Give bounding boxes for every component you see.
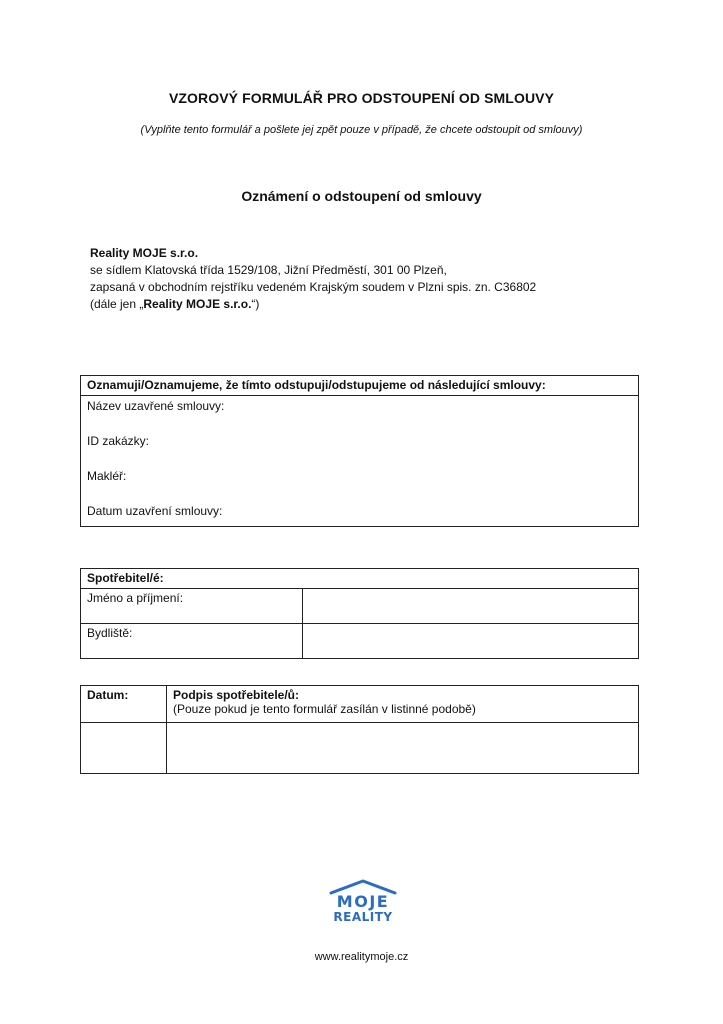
name-label-cell: Jméno a příjmení: — [81, 589, 303, 624]
company-alias-name: Reality MOJE s.r.o. — [143, 297, 252, 311]
logo-text-bottom: REALITY — [333, 910, 393, 924]
moje-reality-logo — [327, 879, 399, 925]
broker-label: Makléř: — [87, 469, 127, 483]
signature-note: (Pouze pokud je tento formulář zasílán v listinné podobě) — [173, 702, 476, 716]
company-registration: zapsaná v obchodním rejstříku vedeném Krajským soudem v Plzni spis. zn. C36802 — [90, 280, 537, 294]
logo-text-top: MOJE — [336, 892, 390, 911]
date-label-cell: Datum: — [81, 686, 167, 723]
footer-website[interactable]: www.realitymoje.cz — [314, 951, 409, 963]
contract-date-label: Datum uzavření smlouvy: — [87, 504, 223, 518]
signature-table — [80, 685, 639, 774]
consumer-table-header: Spotřebitel/é: — [81, 569, 639, 589]
date-input-cell[interactable] — [81, 723, 167, 774]
signature-input-cell[interactable] — [167, 723, 639, 774]
company-alias-prefix: (dále jen „ — [90, 297, 144, 311]
contract-fields-cell[interactable] — [81, 396, 639, 527]
signature-label-cell — [167, 686, 639, 723]
company-seat: se sídlem Klatovská třída 1529/108, Jižní Předměstí, 301 00 Plzeň, — [90, 263, 447, 277]
contract-table — [80, 375, 639, 527]
company-alias-suffix: “) — [251, 297, 260, 311]
company-alias — [90, 296, 536, 313]
contract-name-label: Název uzavřené smlouvy: — [87, 399, 225, 413]
order-id-label: ID zakázky: — [87, 434, 150, 448]
document-title: VZOROVÝ FORMULÁŘ PRO ODSTOUPENÍ OD SMLOUVY — [168, 90, 555, 106]
signature-label: Podpis spotřebitele/ů: — [173, 688, 300, 702]
company-name: Reality MOJE s.r.o. — [90, 246, 199, 260]
residence-input-cell[interactable] — [303, 624, 639, 659]
contract-table-header: Oznamuji/Oznamujeme, že tímto odstupuji/odstupujeme od následující smlouvy: — [81, 376, 639, 396]
section-title: Oznámení o odstoupení od smlouvy — [241, 188, 482, 204]
residence-label-cell: Bydliště: — [81, 624, 303, 659]
name-input-cell[interactable] — [303, 589, 639, 624]
document-subtitle: (Vyplňte tento formulář a pošlete jej zpět pouze v případě, že chcete odstoupit od smlouvy) — [140, 124, 583, 136]
consumer-table — [80, 568, 639, 659]
company-address-block — [90, 245, 536, 313]
